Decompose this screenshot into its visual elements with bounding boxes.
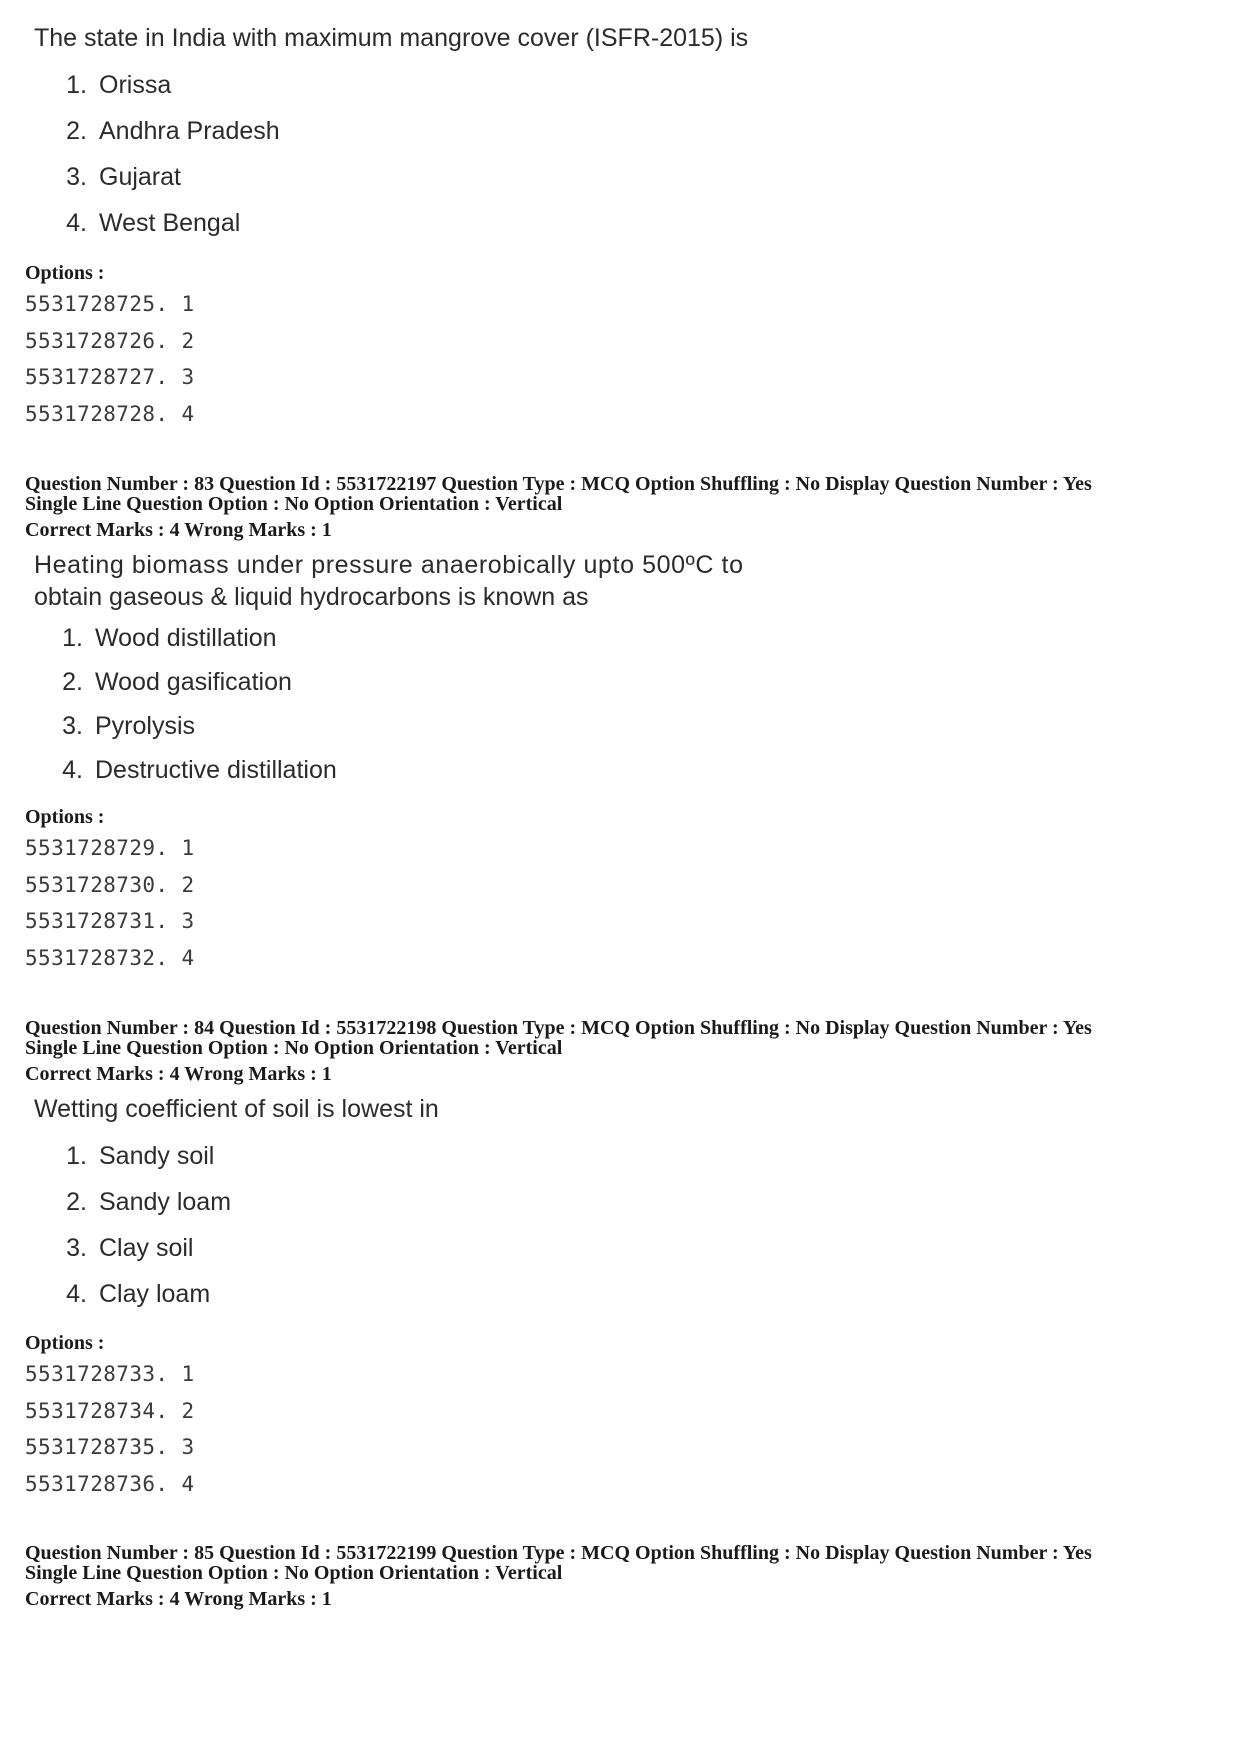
choice-item [25,660,1215,704]
choice-label: Pyrolysis [95,712,196,740]
question-meta-line: Single Line Question Option : No Option Orientation : Vertical [25,1037,563,1059]
choice-item [25,1133,1215,1179]
option-id-line: 5531728726. 2 [25,328,195,353]
choice-label: Clay loam [99,1280,211,1308]
choice-label: Orissa [99,71,172,99]
option-id-line: 5531728736. 4 [25,1471,195,1496]
question-83-header [25,474,1215,540]
choice-item [25,1225,1215,1271]
choice-number: 1. [66,71,87,99]
options-heading: Options : [25,806,105,828]
question-82-block [25,22,1215,54]
choice-number: 2. [66,1188,87,1216]
option-id-line: 5531728728. 4 [25,401,195,426]
question-84-choices [25,1133,1215,1317]
question-meta-line: Question Number : 84 Question Id : 5531722198 Question Type : MCQ Option Shuffling : No Display Question Number : Yes [25,1017,1092,1039]
marks-line: Correct Marks : 4 Wrong Marks : 1 [25,1063,332,1085]
options-heading: Options : [25,262,105,284]
option-id-line: 5531728729. 1 [25,836,195,860]
choice-label: Wood distillation [95,624,277,652]
question-84-text [25,1093,1215,1125]
question-83-text [25,549,1215,613]
choice-number: 2. [66,117,87,145]
choice-number: 3. [62,712,83,740]
question-82-options [25,260,1215,432]
question-83-choices [25,616,1215,792]
choice-label: Clay soil [99,1234,194,1262]
choice-item [25,62,1215,108]
question-text-line: obtain gaseous & liquid hydrocarbons is known as [34,583,589,611]
choice-item [25,108,1215,154]
question-meta-line: Single Line Question Option : No Option Orientation : Vertical [25,1562,563,1584]
choice-label: Andhra Pradesh [99,117,280,145]
choice-label: Destructive distillation [95,756,337,784]
choice-item [25,200,1215,246]
option-id-line: 5531728733. 1 [25,1362,195,1386]
choice-label: Sandy loam [99,1188,232,1216]
choice-number: 1. [62,624,83,652]
choice-number: 3. [66,1234,87,1262]
option-id-line: 5531728734. 2 [25,1398,195,1423]
choice-number: 4. [66,209,87,237]
question-85-header [25,1543,1215,1609]
choice-label: Wood gasification [95,668,292,696]
question-text: Wetting coefficient of soil is lowest in [34,1095,439,1123]
question-83-options [25,804,1215,976]
choice-label: Sandy soil [99,1142,215,1170]
choice-label: Gujarat [99,163,181,191]
choice-number: 2. [62,668,83,696]
question-meta-line: Question Number : 85 Question Id : 5531722199 Question Type : MCQ Option Shuffling : No Display Question Number : Yes [25,1542,1092,1564]
choice-item [25,616,1215,660]
choice-item [25,704,1215,748]
option-id-line: 5531728725. 1 [25,292,195,316]
option-id-line: 5531728732. 4 [25,945,195,970]
choice-number: 4. [66,1280,87,1308]
question-84-options [25,1330,1215,1502]
choice-label: West Bengal [99,209,241,237]
question-text: The state in India with maximum mangrove cover (ISFR-2015) is [34,24,749,52]
choice-number: 1. [66,1142,87,1170]
choice-item [25,1271,1215,1317]
question-text-line: Heating biomass under pressure anaerobically upto 500ºC to [34,551,744,579]
choice-item [25,748,1215,792]
options-heading: Options : [25,1332,105,1354]
option-id-line: 5531728730. 2 [25,872,195,897]
choice-item [25,1179,1215,1225]
marks-line: Correct Marks : 4 Wrong Marks : 1 [25,519,332,541]
choice-number: 4. [62,756,83,784]
option-id-line: 5531728735. 3 [25,1435,195,1459]
choice-number: 3. [66,163,87,191]
question-84-header [25,1018,1215,1084]
question-82-choices [25,62,1215,246]
question-meta-line: Single Line Question Option : No Option Orientation : Vertical [25,493,563,515]
choice-item [25,154,1215,200]
marks-line: Correct Marks : 4 Wrong Marks : 1 [25,1588,332,1610]
option-id-line: 5531728727. 3 [25,365,195,389]
question-meta-line: Question Number : 83 Question Id : 5531722197 Question Type : MCQ Option Shuffling : No Display Question Number : Yes [25,473,1092,495]
option-id-line: 5531728731. 3 [25,909,195,933]
